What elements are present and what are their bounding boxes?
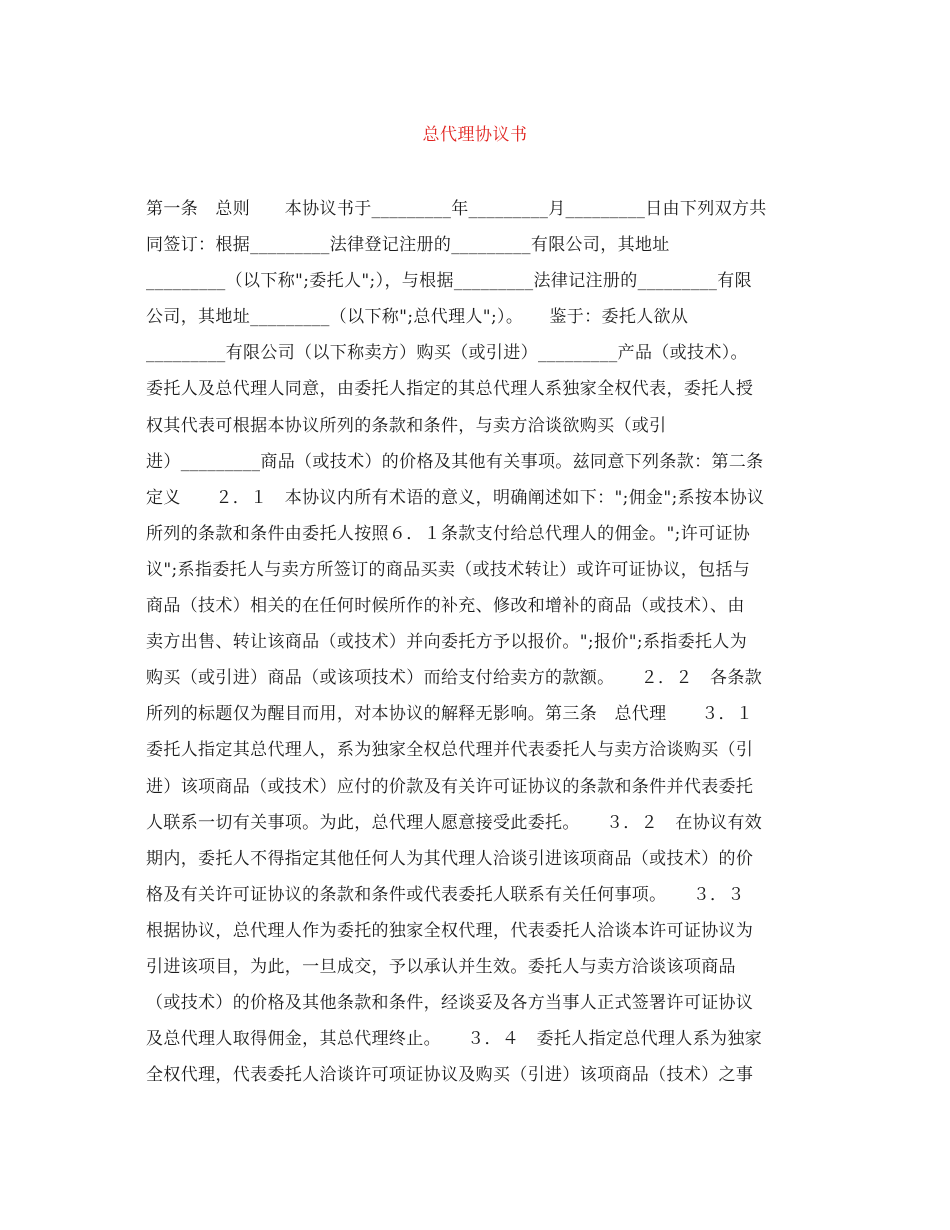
document-title: 总代理协议书 — [422, 125, 528, 145]
body-line: 进）_________商品（或技术）的价格及其他有关事项。兹同意下列条款：第二条 — [146, 451, 764, 472]
body-line: 定义 ２．１ 本协议内所有术语的意义，明确阐述如下：";佣金";系按本协议 — [146, 487, 765, 508]
body-line: 格及有关许可证协议的条款和条件或代表委托人联系有关任何事项。 ３．３ — [146, 884, 745, 905]
body-line: 议";系指委托人与卖方所签订的商品买卖（或技术转让）或许可证协议，包括与 — [146, 559, 751, 580]
body-line: 引进该项目，为此，一旦成交，予以承认并生效。委托人与卖方洽谈该项商品 — [146, 956, 736, 977]
body-line: 第一条 总则 本协议书于_________年_________月_________日由下列双方共 — [146, 199, 767, 219]
body-line: 委托人及总代理人同意，由委托人指定的其总代理人系独家全权代表，委托人授 — [146, 379, 754, 400]
body-line: 同签订：根据_________法律登记注册的_________有限公司，其地址 — [146, 235, 670, 256]
body-line: 全权代理，代表委托人洽谈许可项证协议及购买（引进）该项商品（技术）之事 — [146, 1065, 754, 1086]
body-line: 卖方出售、转让该商品（或技术）并向委托方予以报价。";报价";系指委托人为 — [146, 632, 748, 653]
body-line: 期内，委托人不得指定其他任何人为其代理人洽谈引进该项商品（或技术）的价 — [146, 848, 754, 869]
body-line: 人联系一切有关事项。为此，总代理人愿意接受此委托。 ３．２ 在协议有效 — [146, 812, 763, 833]
body-line: 权其代表可根据本协议所列的条款和条件，与卖方洽谈欲购买（或引 — [146, 415, 667, 436]
body-line: _________（以下称";委托人";），与根据_________法律记注册的_________有限 — [146, 271, 752, 292]
body-line: 商品（技术）相关的在任何时候所作的补充、修改和增补的商品（或技术）、由 — [146, 596, 745, 617]
body-line: 进）该项商品（或技术）应付的价款及有关许可证协议的条款和条件并代表委托 — [146, 776, 754, 797]
body-line: 公司，其地址_________（以下称";总代理人";）。 鉴于：委托人欲从 — [146, 307, 689, 328]
body-line: 所列的标题仅为醒目而用，对本协议的解释无影响。第三条 总代理 ３．１ — [146, 704, 754, 725]
body-line: 购买（或引进）商品（或该项技术）而给支付给卖方的款额。 ２．２ 各条款 — [146, 668, 763, 689]
body-line: 所列的条款和条件由委托人按照６．１条款支付给总代理人的佣金。";许可证协 — [146, 523, 751, 544]
body-line: 及总代理人取得佣金，其总代理终止。 ３．４ 委托人指定总代理人系为独家 — [146, 1029, 763, 1050]
body-line: 根据协议，总代理人作为委托的独家全权代理，代表委托人洽谈本许可证协议为 — [146, 920, 754, 941]
body-line: （或技术）的价格及其他条款和条件，经谈妥及各方当事人正式签署许可证协议 — [146, 993, 754, 1014]
document-body — [146, 191, 806, 1093]
body-line: 委托人指定其总代理人，系为独家全权总代理并代表委托人与卖方洽谈购买（引 — [146, 740, 754, 761]
body-line: _________有限公司（以下称卖方）购买（或引进）_________产品（或技术）。 — [146, 343, 748, 364]
